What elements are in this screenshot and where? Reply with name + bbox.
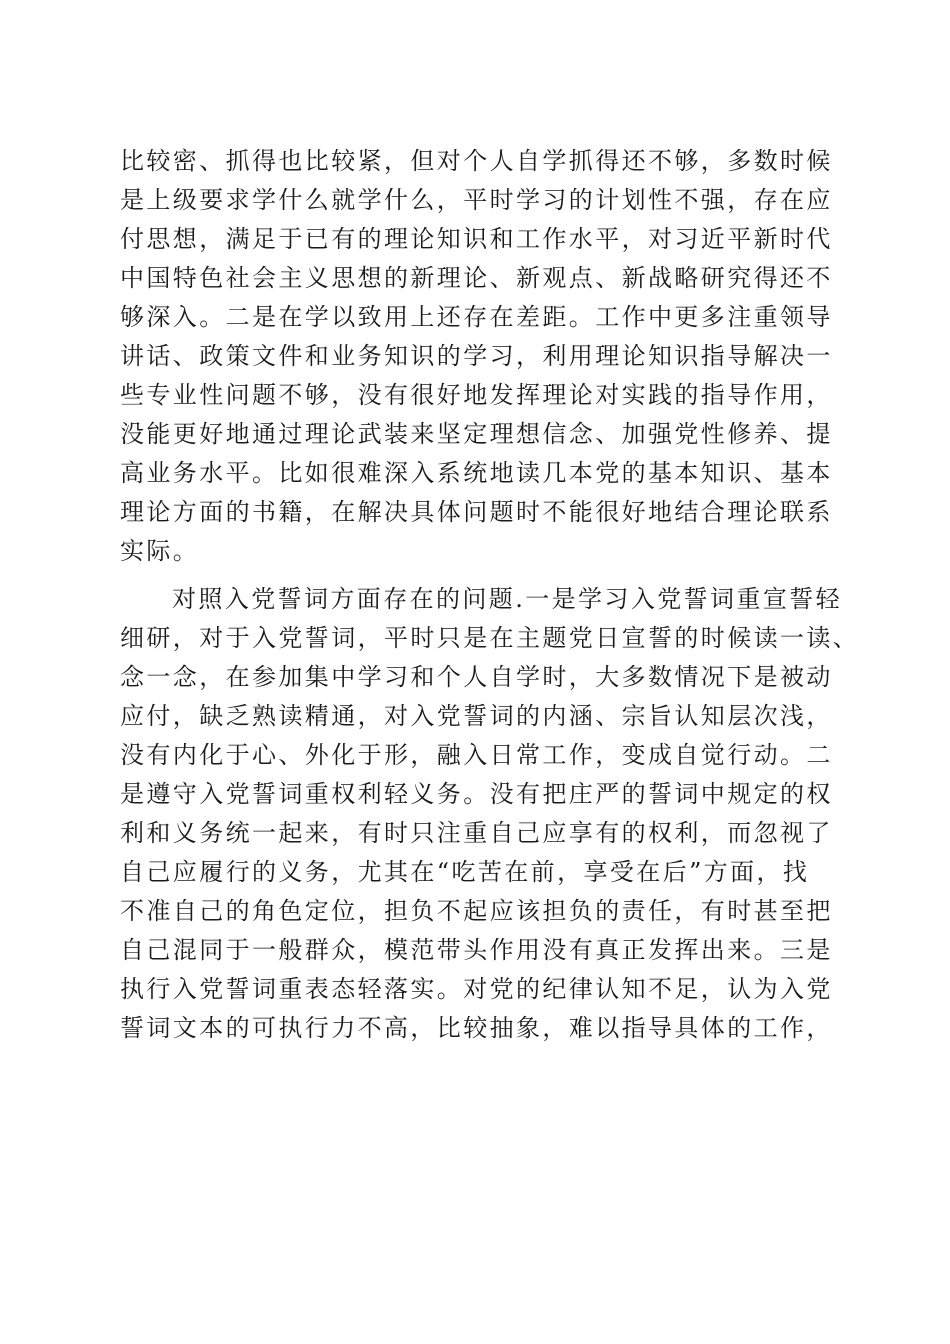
paragraph-line: 实际。: [120, 537, 200, 565]
paragraph-1: [120, 142, 840, 571]
document-body: [120, 142, 860, 1048]
paragraph-line: 执行入党誓词重表态轻落实。对党的纪律认知不足，认为入党: [120, 975, 833, 1003]
paragraph-line: 讲话、政策文件和业务知识的学习，利用理论知识指导解决一: [120, 342, 833, 370]
paragraph-line: 付思想，满足于已有的理论知识和工作水平，对习近平新时代: [120, 225, 833, 253]
paragraph-line: 细研，对于入党誓词，平时只是在主题党日宣誓的时候读一读、: [120, 624, 860, 652]
paragraph-line: 没能更好地通过理论武装来坚定理想信念、加强党性修养、提: [120, 420, 833, 448]
paragraph-line: 比较密、抓得也比较紧，但对个人自学抓得还不够，多数时候: [120, 147, 833, 175]
paragraph-line: 没有内化于心、外化于形，融入日常工作，变成自觉行动。二: [120, 741, 833, 769]
paragraph-line: 是遵守入党誓词重权利轻义务。没有把庄严的誓词中规定的权: [120, 780, 833, 808]
paragraph-line: 誓词文本的可执行力不高，比较抽象，难以指导具体的工作，: [120, 1014, 833, 1042]
paragraph-line: 理论方面的书籍，在解决具体问题时不能很好地结合理论联系: [120, 498, 833, 526]
paragraph-line: 够深入。二是在学以致用上还存在差距。工作中更多注重领导: [120, 303, 833, 331]
paragraph-line: 些专业性问题不够，没有很好地发挥理论对实践的指导作用，: [120, 381, 833, 409]
paragraph-line: 中国特色社会主义思想的新理论、新观点、新战略研究得还不: [120, 264, 833, 292]
paragraph-line: 自己应履行的义务，尤其在“吃苦在前，享受在后”方面，找: [120, 858, 810, 886]
paragraph-line: 念一念，在参加集中学习和个人自学时，大多数情况下是被动: [120, 663, 833, 691]
paragraph-spacer: [120, 571, 840, 580]
paragraph-line: 自己混同于一般群众，模范带头作用没有真正发挥出来。三是: [120, 936, 833, 964]
paragraph-line: 不准自己的角色定位，担负不起应该担负的责任，有时甚至把: [120, 897, 833, 925]
paragraph-line: 对照入党誓词方面存在的问题.一是学习入党誓词重宣誓轻: [172, 585, 843, 613]
paragraph-line: 是上级要求学什么就学什么，平时学习的计划性不强，存在应: [120, 186, 833, 214]
paragraph-2: [120, 580, 860, 1048]
paragraph-line: 应付，缺乏熟读精通，对入党誓词的内涵、宗旨认知层次浅，: [120, 702, 833, 730]
paragraph-line: 利和义务统一起来，有时只注重自己应享有的权利，而忽视了: [120, 819, 833, 847]
paragraph-line: 高业务水平。比如很难深入系统地读几本党的基本知识、基本: [120, 459, 833, 487]
